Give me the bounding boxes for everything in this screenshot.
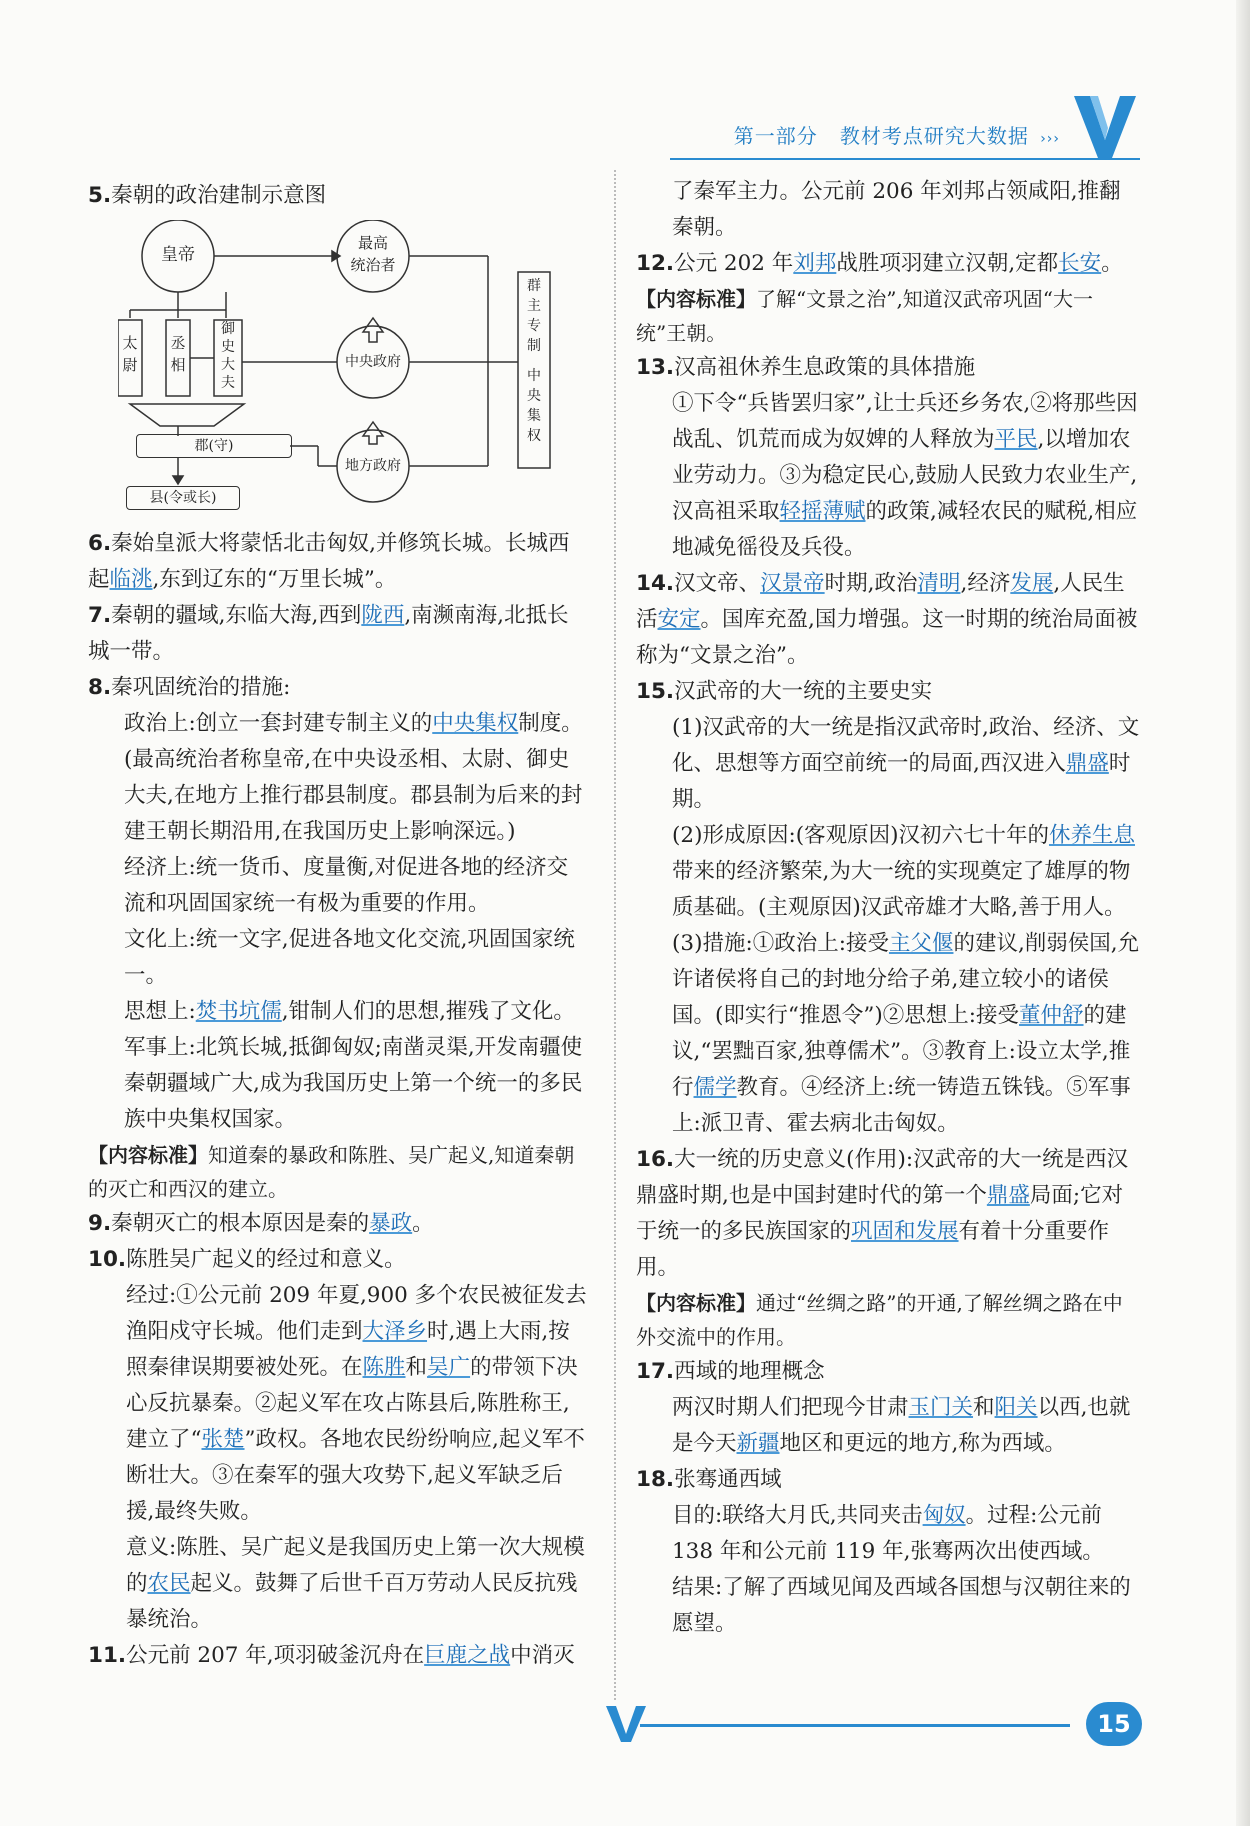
item-text: 的政策,减轻农民的赋税,相应地减免徭役及兵役。	[672, 499, 1138, 560]
chengxiang-char-1: 丞	[170, 334, 186, 352]
item-text: ①下令“兵皆罢归家”,让士兵还乡务农,②将那些因战乱、饥荒而成为奴婢的人释放为	[672, 391, 1138, 452]
answer-text: 新疆	[736, 1431, 780, 1456]
item-6	[88, 526, 588, 598]
item-text: 教育。④经济上:统一铸造五铢钱。⑤军事上:派卫青、霍去病北击匈奴。	[672, 1075, 1131, 1136]
side-char: 集	[527, 408, 541, 424]
item-text: 意义:陈胜、吴广起义是我国历史上第一次大规模的	[126, 1535, 585, 1596]
answer-text: 吴广	[427, 1355, 471, 1380]
yushi-char-2: 史	[221, 339, 235, 355]
item-text: 起义。鼓舞了后世千百万劳动人民反抗残暴统治。	[126, 1571, 578, 1632]
item-number: 17.	[636, 1359, 675, 1384]
item-text: 中消灭	[510, 1643, 575, 1668]
answer-text: 轻摇薄赋	[779, 499, 866, 524]
item-title: 西域的地理概念	[674, 1359, 825, 1384]
item-text: 。国库充盈,国力增强。这一时期的统治局面被称为“文景之治”。	[636, 607, 1138, 668]
item-8-thought	[88, 994, 588, 1030]
answer-text: 张楚	[201, 1427, 245, 1452]
v-logo-icon	[1072, 92, 1138, 162]
content-standard-2	[636, 282, 1141, 350]
item-text: ,南濒南海,北抵长城一带。	[88, 603, 569, 664]
item-15-part1	[636, 710, 1141, 818]
item-text: 。过程:公元前 138 年和公元前 119 年,张骞两次出使西域。	[672, 1503, 1104, 1564]
answer-text: 巩固和发展	[851, 1219, 959, 1244]
answer-text: 焚书坑儒	[195, 999, 282, 1024]
answer-text: 陈胜	[362, 1355, 406, 1380]
header-section: 第一部分	[733, 124, 818, 148]
answer-text: 鼎盛	[986, 1183, 1030, 1208]
item-17	[636, 1354, 1141, 1390]
item-text: 的建议,“罢黜百家,独尊儒术”。③教育上:设立太学,推行	[672, 1003, 1131, 1100]
item-title: 陈胜吴广起义的经过和意义。	[126, 1247, 406, 1272]
answer-text: 主父偃	[888, 931, 954, 956]
item-text: 时期,政治	[824, 571, 918, 596]
supreme-line-1: 最高	[357, 234, 388, 252]
answer-text: 安定	[657, 607, 701, 632]
item-text: 。	[1101, 251, 1123, 276]
yushi-node	[214, 320, 242, 392]
local-gov-node: 地方政府	[345, 458, 401, 474]
standard-tag: 【内容标准】	[636, 287, 756, 311]
item-15	[636, 674, 1141, 710]
answer-text: 陇西	[361, 603, 405, 628]
item-number: 7.	[88, 603, 112, 628]
chengxiang-node	[166, 332, 190, 376]
item-text: 秦朝的疆域,东临大海,西到	[111, 603, 362, 628]
item-title: 汉高祖休养生息政策的具体措施	[674, 355, 976, 380]
content-standard-3	[636, 1286, 1141, 1354]
item-text: 思想上:	[124, 999, 196, 1024]
yushi-char-4: 夫	[221, 375, 235, 391]
item-number: 15.	[636, 679, 675, 704]
item-8-culture: 文化上:统一文字,促进各地文化交流,巩固国家统一。	[124, 927, 575, 988]
right-column	[636, 174, 1141, 1642]
item-text: (1)汉武帝的大一统是指汉武帝时,政治、经济、文化、思想等方面空前统一的局面,西汉进入	[672, 715, 1140, 776]
footer-line	[640, 1724, 1070, 1727]
item-text: 。	[412, 1211, 434, 1236]
answer-text: 刘邦	[793, 251, 837, 276]
central-gov-node: 中央政府	[345, 354, 401, 370]
header-title-text: 教材考点研究大数据	[839, 124, 1029, 148]
answer-text: 中央集权	[432, 711, 519, 736]
item-text: 经过:①公元前 209 年夏,900 多个农民被征发去渔阳戍守长城。他们走到	[126, 1283, 587, 1344]
answer-text: 发展	[1010, 571, 1054, 596]
item-text: ,以增加农业劳动力。③为稳定民心,鼓励人民致力农业生产,汉高祖采取	[672, 427, 1138, 524]
header-title	[734, 120, 1060, 149]
supreme-ruler-node	[337, 232, 409, 276]
item-10-meaning	[88, 1530, 588, 1638]
taiwei-char-2: 尉	[122, 356, 138, 374]
answer-text: 巨鹿之战	[424, 1643, 511, 1668]
answer-text: 儒学	[693, 1075, 737, 1100]
item-text: 汉文帝、	[674, 571, 761, 596]
item-5	[88, 178, 588, 214]
item-17-body	[636, 1390, 1141, 1462]
left-column	[88, 178, 588, 1674]
side-gap	[518, 356, 550, 366]
item-text: 政治上:创立一套封建专制主义的	[124, 711, 433, 736]
item-text: 的带领下决心反抗暴秦。②起义军在攻占陈县后,陈胜称王,建立了“	[126, 1355, 578, 1452]
item-text: 以西,也就是今天	[672, 1395, 1131, 1456]
item-text: 战胜项羽建立汉朝,定都	[836, 251, 1059, 276]
item-12	[636, 246, 1141, 282]
item-13	[636, 350, 1141, 386]
answer-text: 汉景帝	[760, 571, 825, 596]
item-text: 局面;它对于统一的多民族国家的	[636, 1183, 1124, 1244]
item-number: 18.	[636, 1467, 675, 1492]
standard-text: 通过“丝绸之路”的开通,了解丝绸之路在中外交流中的作用。	[636, 1291, 1123, 1349]
standard-text: 知道秦的暴政和陈胜、吴广起义,知道秦朝的灭亡和西汉的建立。	[88, 1143, 575, 1201]
item-13-body	[636, 386, 1141, 566]
item-8-military: 军事上:北筑长城,抵御匈奴;南凿灵渠,开发南疆使秦朝疆域广大,成为我国历史上第一个统一的多民族中央集权国家。	[124, 1035, 583, 1132]
item-number: 8.	[88, 675, 112, 700]
item-8-politics	[88, 706, 588, 850]
item-18	[636, 1462, 1141, 1498]
item-18-purpose	[636, 1498, 1141, 1570]
item-16	[636, 1142, 1141, 1286]
standard-tag: 【内容标准】	[636, 1291, 756, 1315]
side-char: 制	[527, 338, 541, 354]
item-text: ,人民生活	[636, 571, 1125, 632]
item-title: 张骞通西域	[674, 1467, 782, 1492]
answer-text: 临洮	[109, 567, 153, 592]
item-text: 秦朝灭亡的根本原因是秦的	[111, 1211, 370, 1236]
item-text: 秦始皇派大将蒙恬北击匈奴,并修筑长城。长城西起	[88, 531, 570, 592]
item-18-result: 结果:了解了西域见闻及西域各国想与汉朝往来的愿望。	[672, 1575, 1131, 1636]
item-10-process	[88, 1278, 588, 1530]
taiwei-node	[118, 332, 142, 376]
item-text: 制度。(最高统治者称皇帝,在中央设丞相、太尉、御史大夫,在地方上推行郡县制度。郡县制为后来的封建王朝长期沿用,在我国历史上影响深远。)	[124, 711, 583, 844]
item-number: 11.	[88, 1643, 127, 1668]
item-text: 目的:联络大月氏,共同夹击	[672, 1503, 923, 1528]
answer-text: 鼎盛	[1065, 751, 1109, 776]
item-9	[88, 1206, 588, 1242]
item-11-continued: 了秦军主力。公元前 206 年刘邦占领咸阳,推翻秦朝。	[672, 179, 1121, 240]
item-text: 带来的经济繁荣,为大一统的实现奠定了雄厚的物质基础。(主观原因)汉武帝雄才大略,善于用人。	[672, 859, 1131, 920]
item-number: 14.	[636, 571, 675, 596]
side-char: 权	[527, 428, 541, 444]
supreme-line-2: 统治者	[350, 256, 396, 274]
emperor-node: 皇帝	[161, 245, 195, 265]
column-divider	[614, 170, 616, 1700]
item-text: (2)形成原因:(客观原因)汉初六七十年的	[672, 823, 1049, 848]
answer-text: 休养生息	[1048, 823, 1135, 848]
item-14	[636, 566, 1141, 674]
item-text: 时期。	[672, 751, 1131, 812]
item-number: 6.	[88, 531, 112, 556]
answer-text: 平民	[994, 427, 1038, 452]
chengxiang-char-2: 相	[170, 356, 186, 374]
item-text: 时,遇上大雨,按照秦律误期要被处死。在	[126, 1319, 570, 1380]
answer-text: 大泽乡	[362, 1319, 428, 1344]
yushi-char-1: 御	[221, 321, 235, 337]
jun-node: 郡(守)	[136, 434, 292, 458]
item-11	[88, 1638, 588, 1674]
item-text: 地区和更远的地方,称为西域。	[779, 1431, 1066, 1456]
autocracy-label	[518, 276, 550, 446]
item-number: 5.	[88, 183, 112, 208]
page-edge-shadow	[1236, 0, 1250, 1826]
answer-text: 清明	[917, 571, 961, 596]
answer-text: 农民	[147, 1571, 191, 1596]
item-text: ,钳制人们的思想,摧残了文化。	[281, 999, 575, 1024]
item-10	[88, 1242, 588, 1278]
item-number: 10.	[88, 1247, 127, 1272]
page-number: 15	[1086, 1702, 1142, 1746]
answer-text: 董仲舒	[1019, 1003, 1084, 1028]
item-8-economy: 经济上:统一货币、度量衡,对促进各地的经济交流和巩固国家统一有极为重要的作用。	[124, 855, 569, 916]
item-title: 汉武帝的大一统的主要史实	[674, 679, 933, 704]
side-char: 主	[527, 298, 541, 314]
answer-text: 阳关	[994, 1395, 1038, 1420]
item-15-part3	[636, 926, 1141, 1142]
item-text: ,东到辽东的“万里长城”。	[152, 567, 397, 592]
item-15-part2	[636, 818, 1141, 926]
item-number: 12.	[636, 251, 675, 276]
item-number: 9.	[88, 1211, 112, 1236]
standard-tag: 【内容标准】	[88, 1143, 208, 1167]
item-text: (3)措施:①政治上:接受	[672, 931, 889, 956]
yushi-char-3: 大	[221, 357, 235, 373]
item-text: ”政权。各地农民纷纷响应,起义军不断壮大。③在秦军的强大攻势下,起义军缺乏后援,最终失败。	[126, 1427, 585, 1524]
item-text: ,经济	[960, 571, 1011, 596]
page-header	[670, 118, 1140, 160]
item-text: 和	[405, 1355, 428, 1380]
item-number: 13.	[636, 355, 675, 380]
answer-text: 暴政	[369, 1211, 413, 1236]
item-text: 两汉时期人们把现今甘肃	[672, 1395, 909, 1420]
taiwei-char-1: 太	[122, 334, 138, 352]
item-text: 公元前 207 年,项羽破釜沉舟在	[126, 1643, 425, 1668]
item-title: 秦巩固统治的措施:	[111, 675, 291, 700]
side-char: 专	[527, 318, 541, 334]
side-char: 中	[527, 368, 541, 384]
side-char: 群	[527, 278, 541, 294]
xian-node: 县(令或长)	[126, 486, 240, 510]
item-number: 16.	[636, 1147, 675, 1172]
item-text: 有着十分重要作用。	[636, 1219, 1110, 1280]
item-8	[88, 670, 588, 706]
answer-text: 匈奴	[922, 1503, 966, 1528]
answer-text: 长安	[1058, 251, 1102, 276]
side-char: 央	[527, 388, 541, 404]
item-text: 大一统的历史意义(作用):汉武帝的大一统是西汉鼎盛时期,也是中国封建时代的第一个	[636, 1147, 1129, 1208]
header-arrows-icon: ›››	[1040, 131, 1060, 147]
answer-text: 玉门关	[908, 1395, 974, 1420]
item-title: 秦朝的政治建制示意图	[111, 183, 327, 208]
qin-political-system-diagram	[118, 220, 598, 520]
standard-text: 了解“文景之治”,知道汉武帝巩固“大一统”王朝。	[636, 287, 1094, 345]
item-7	[88, 598, 588, 670]
item-text: 的建议,削弱侯国,允许诸侯将自己的封地分给子弟,建立较小的诸侯国。(即实行“推恩令”)②思想上:接受	[672, 931, 1140, 1028]
item-text: 公元 202 年	[674, 251, 794, 276]
content-standard-1	[88, 1138, 588, 1206]
item-text: 和	[973, 1395, 995, 1420]
